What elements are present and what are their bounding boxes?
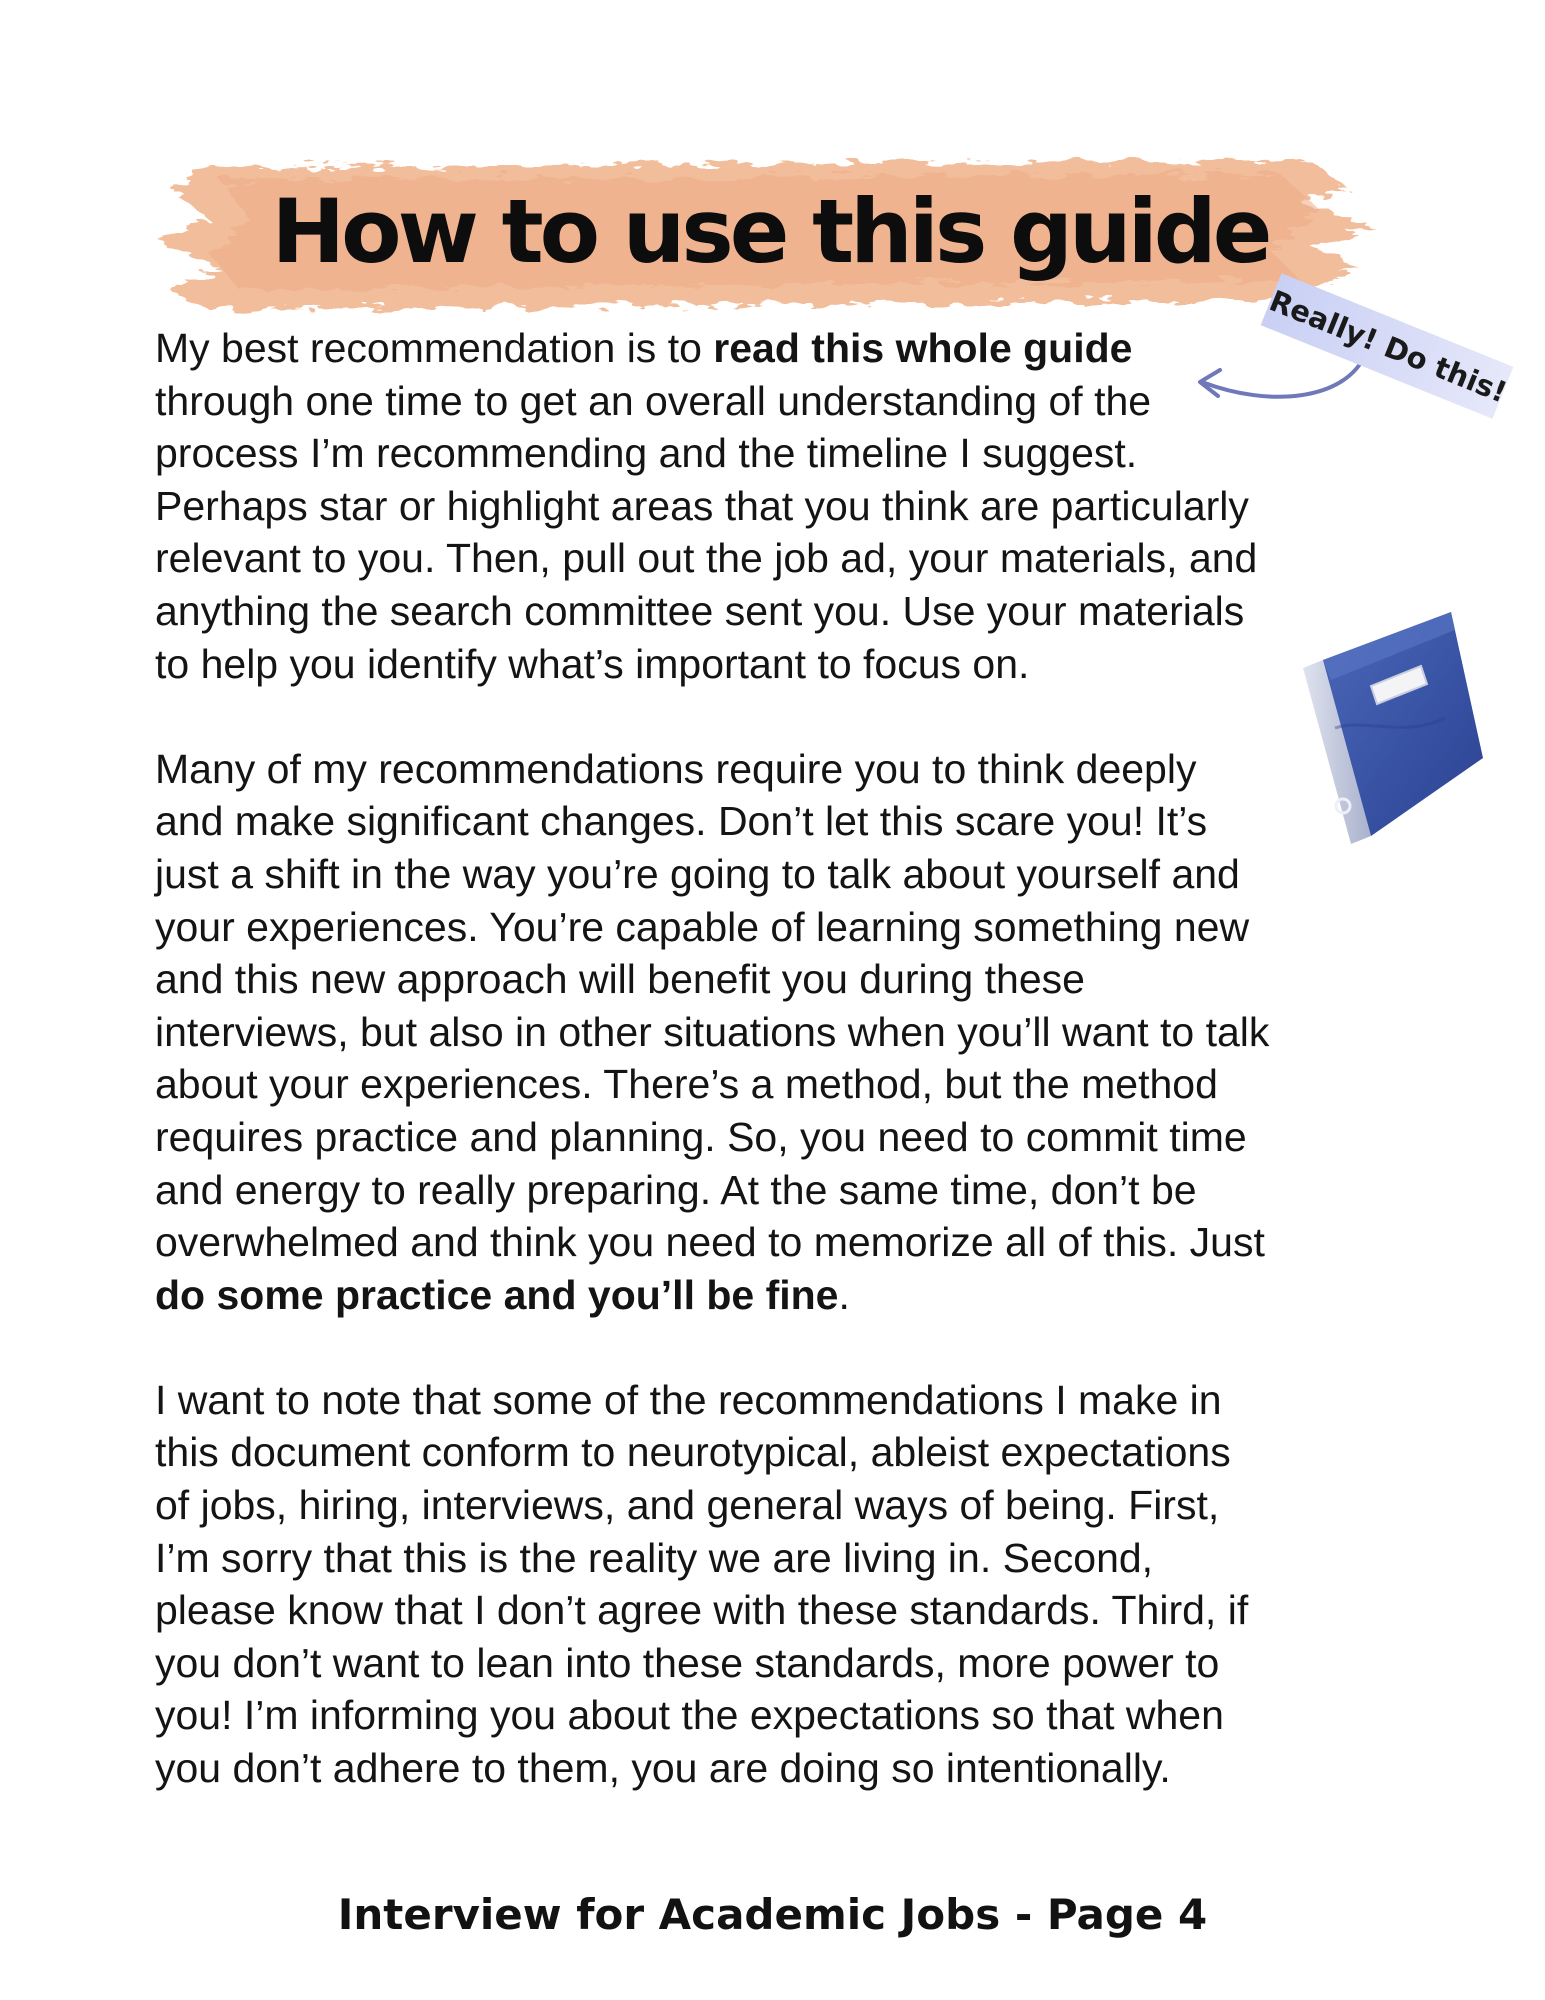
bold-text: do some practice and you’ll be fine (155, 1271, 839, 1318)
text-line (155, 1532, 1405, 1585)
text-run: about your experiences. There’s a method, but the method (155, 1061, 1218, 1108)
text-line (155, 1479, 1405, 1532)
text-line (155, 901, 1405, 954)
text-line (155, 1584, 1405, 1637)
text-run: of jobs, hiring, interviews, and general ways of being. First, (155, 1482, 1220, 1529)
text-run: Many of my recommendations require you to think deeply (155, 745, 1197, 792)
text-run: interviews, but also in other situations when you’ll want to talk (155, 1008, 1270, 1055)
text-line (155, 1689, 1405, 1742)
text-line (155, 1374, 1405, 1427)
body-text (155, 322, 1405, 1795)
text-line (155, 848, 1405, 901)
text-run: you don’t adhere to them, you are doing so intentionally. (155, 1745, 1171, 1792)
binder-icon (1295, 608, 1485, 848)
text-line (155, 1742, 1405, 1795)
paragraph-3 (155, 1374, 1405, 1795)
text-run: you don’t want to lean into these standards, more power to (155, 1639, 1220, 1686)
text-run: requires practice and planning. So, you need to commit time (155, 1113, 1247, 1160)
text-run: and energy to really preparing. At the same time, don’t be (155, 1166, 1197, 1213)
text-line (155, 427, 1405, 480)
text-run: anything the search committee sent you. Use your materials (155, 587, 1245, 634)
text-line (155, 743, 1405, 796)
text-line (155, 953, 1405, 1006)
text-line (155, 795, 1405, 848)
text-run: this document conform to neurotypical, ableist expectations (155, 1429, 1231, 1476)
text-line (155, 1006, 1405, 1059)
text-run: overwhelmed and think you need to memorize all of this. Just (155, 1219, 1265, 1266)
text-line (155, 585, 1405, 638)
text-line (155, 1637, 1405, 1690)
page-title: How to use this guide (271, 180, 1269, 283)
text-run: relevant to you. Then, pull out the job ad, your materials, and (155, 535, 1258, 582)
text-run: . (838, 1271, 850, 1318)
really-do-this-note: Really! Do this! (1261, 273, 1514, 419)
text-line (155, 1058, 1405, 1111)
text-line (155, 375, 1405, 428)
text-line (155, 1216, 1405, 1269)
text-line (155, 1426, 1405, 1479)
text-line (155, 532, 1405, 585)
text-line (155, 1111, 1405, 1164)
text-run: your experiences. You’re capable of learning something new (155, 903, 1250, 950)
text-run: you! I’m informing you about the expectations so that when (155, 1692, 1224, 1739)
text-line (155, 480, 1405, 533)
bold-text: read this whole guide (713, 325, 1133, 371)
text-run: please know that I don’t agree with these standards. Third, if (155, 1587, 1249, 1634)
text-run: and this new approach will benefit you during these (155, 956, 1085, 1003)
paragraph-2 (155, 743, 1405, 1322)
text-line (155, 638, 1405, 691)
text-run: through one time to get an overall understanding of the (155, 377, 1152, 424)
text-run: process I’m recommending and the timeline I suggest. (155, 430, 1138, 477)
text-line (155, 322, 1405, 375)
text-line (155, 1164, 1405, 1217)
text-run: My best recommendation is to (155, 325, 714, 371)
title-banner (150, 150, 1390, 320)
text-run: and make significant changes. Don’t let this scare you! It’s (155, 798, 1208, 845)
text-run: I want to note that some of the recommendations I make in (155, 1376, 1222, 1423)
text-run: Perhaps star or highlight areas that you think are particularly (155, 482, 1249, 529)
paragraph-1 (155, 322, 1405, 690)
paragraph-gap (155, 690, 1405, 743)
text-run: I’m sorry that this is the reality we are living in. Second, (155, 1534, 1154, 1581)
text-run: just a shift in the way you’re going to talk about yourself and (155, 850, 1240, 897)
text-run: to help you identify what’s important to focus on. (155, 640, 1030, 687)
paragraph-gap (155, 1321, 1405, 1374)
page-footer: Interview for Academic Jobs - Page 4 (337, 1890, 1208, 1939)
text-line (155, 1269, 1405, 1322)
